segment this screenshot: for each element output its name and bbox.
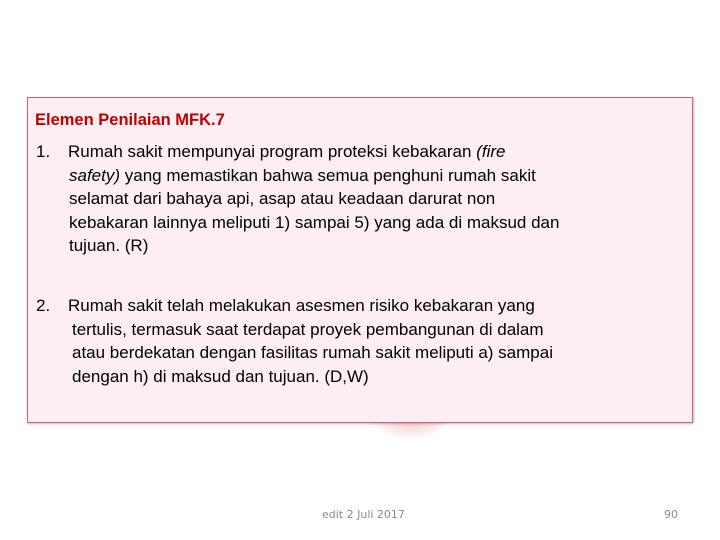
item-1-line-5: tujuan. (R): [69, 236, 149, 255]
item-1-line-3: selamat dari bahaya api, asap atau keadaan darurat non: [69, 189, 496, 208]
item-2-line-4: dengan h) di maksud dan tujuan. (D,W): [72, 366, 369, 386]
list-number-2: 2.: [36, 296, 51, 315]
list-number-1: 1.: [36, 142, 51, 161]
section-heading: Elemen Penilaian MFK.7: [35, 111, 225, 129]
item-1-line-4: kebakaran lainnya meliputi 1) sampai 5) yang ada di maksud dan: [69, 212, 560, 232]
content-box: [27, 97, 693, 423]
item-2-line-2: tertulis, termasuk saat terdapat proyek pembangunan di dalam: [72, 319, 544, 339]
item-2-line-3: atau berdekatan dengan fasilitas rumah sakit meliputi a) sampai: [72, 343, 553, 362]
footer-date: edit 2 Juli 2017: [322, 508, 405, 521]
item-2-line-1: Rumah sakit telah melakukan asesmen risiko kebakaran yang: [68, 296, 535, 315]
item-1-line-1: Rumah sakit mempunyai program proteksi kebakaran (fire: [68, 142, 506, 161]
page-number: 90: [664, 508, 678, 521]
item-1-line-2: safety) yang memastikan bahwa semua penghuni rumah sakit: [69, 165, 536, 185]
